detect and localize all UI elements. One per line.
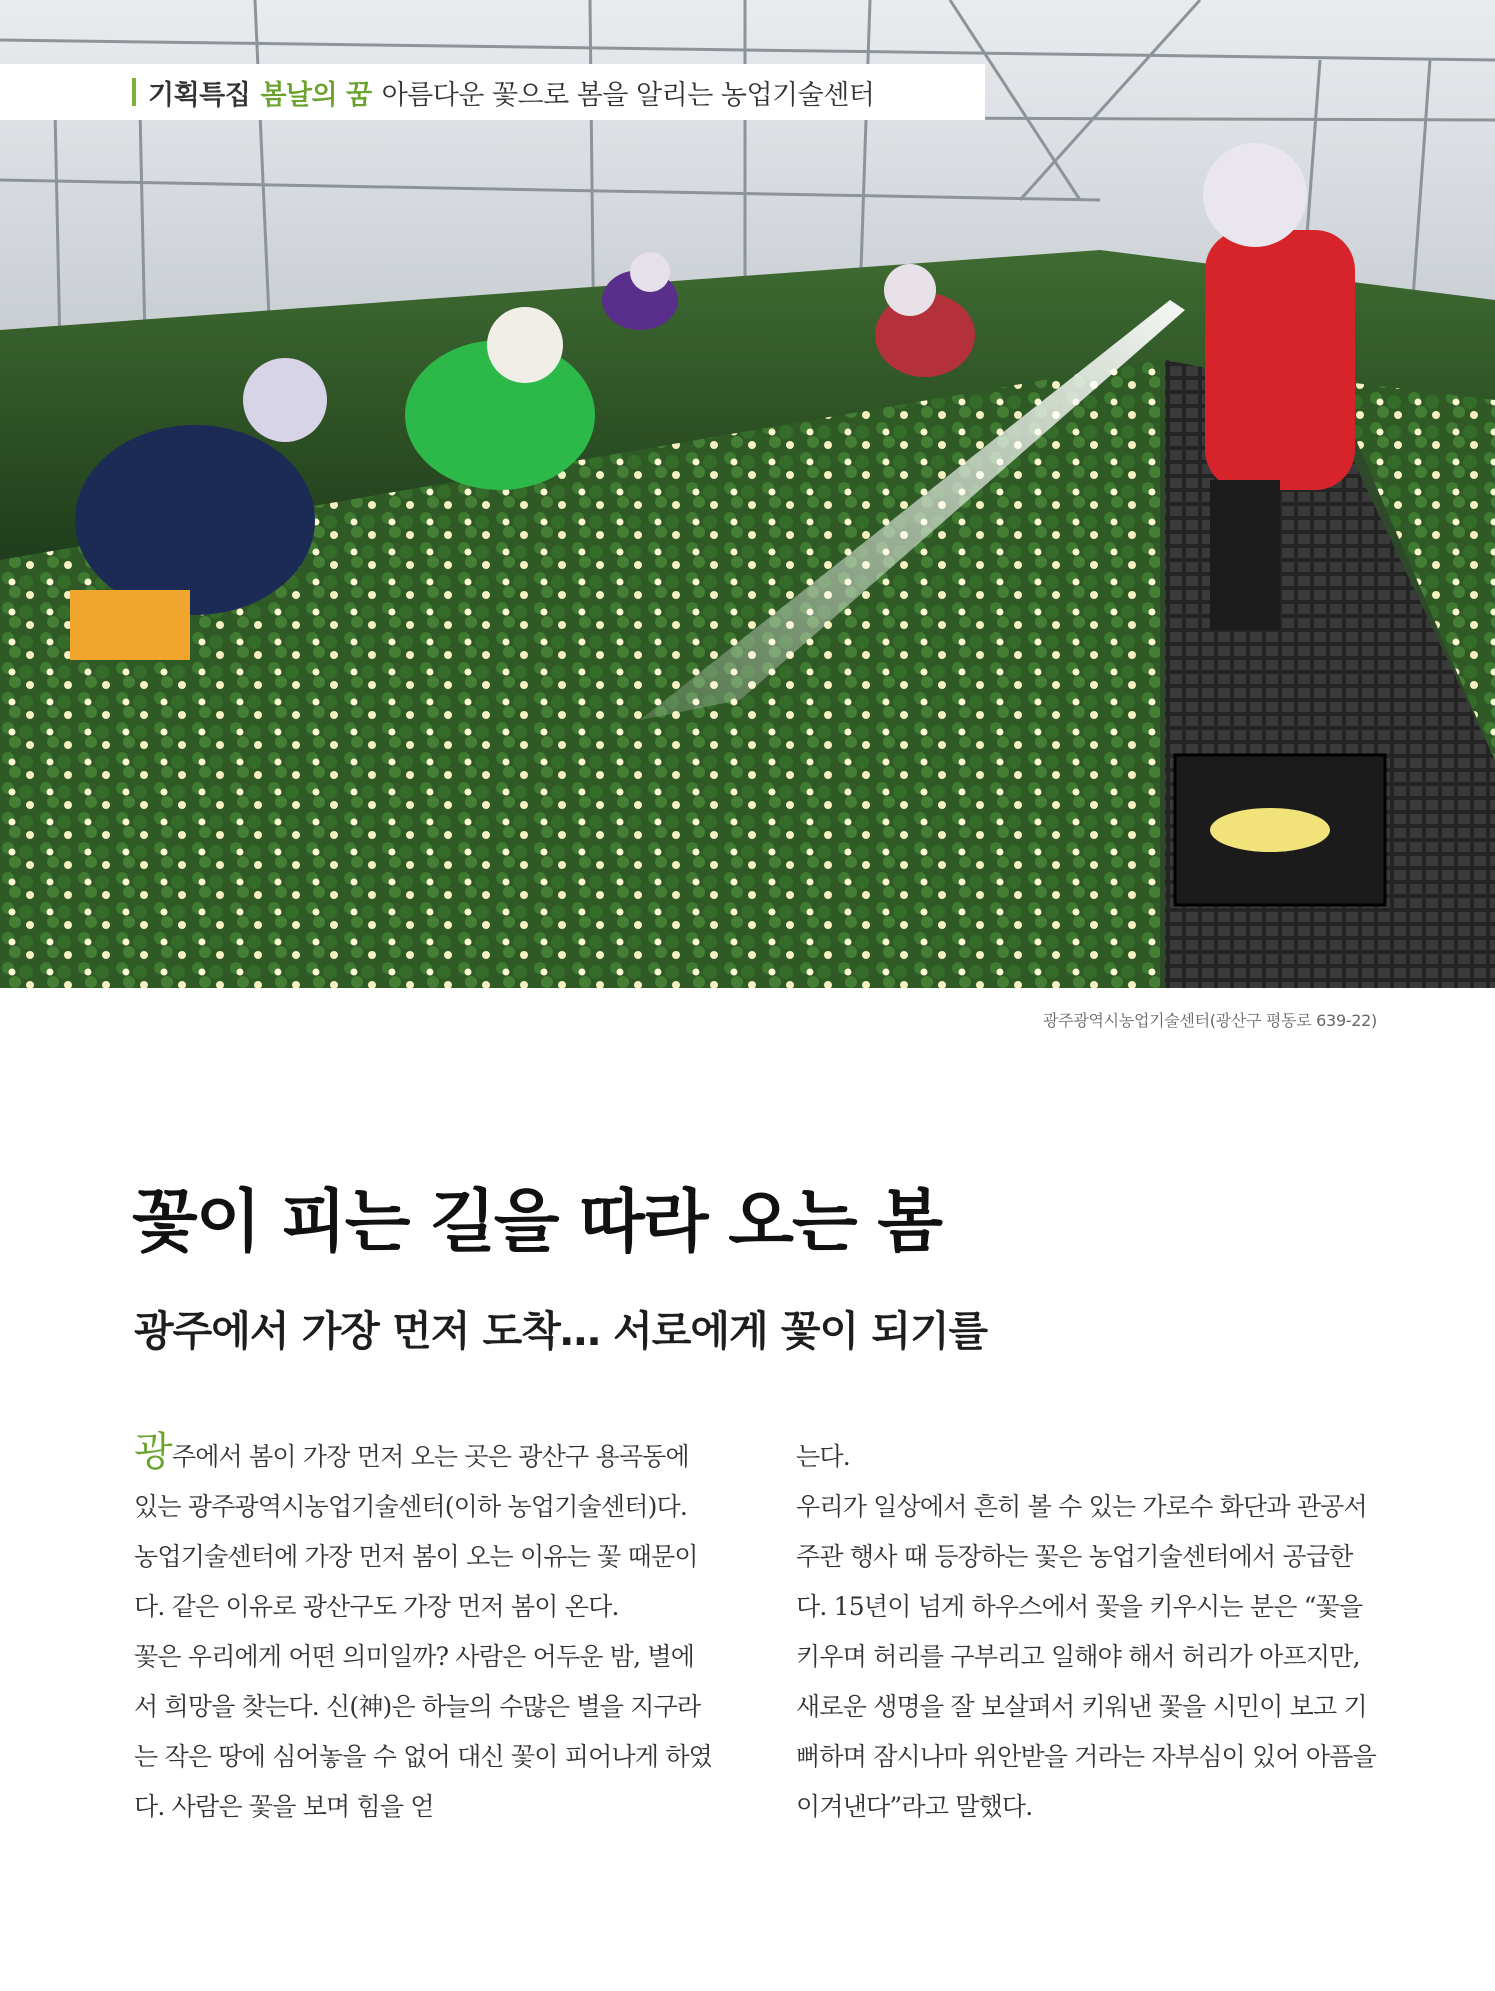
- article-subheadline: 광주에서 가장 먼저 도착… 서로에게 꽃이 되기를: [134, 1307, 988, 1355]
- body-paragraph: 우리가 일상에서 흔히 볼 수 있는 가로수 화단과 관공서 주관 행사 때 등장하는 꽃은 농업기술센터에서 공급한다. 15년이 넘게 하우스에서 꽃을 키우시는 분은 “꽃을 키우며 허리를 구부리고 일해야 해서 허리가 아프지만, 새로운 생명을 잘 보살펴서 키워낸 꽃을 시민이 보고 기뻐하며 잠시나마 위안받을 거라는 자부심이 있어 아픔을 이겨낸다”라고 말했다.: [796, 1492, 1376, 1821]
- body-text: 주에서 봄이 가장 먼저 오는 곳은 광산구 용곡동에 있는 광주광역시농업기술센터(이하 농업기술센터)다. 농업기술센터에 가장 먼저 봄이 오는 이유는 꽃 때문이다. 같은 이유로 광산구도 가장 먼저 봄이 온다.: [134, 1442, 698, 1621]
- body-paragraph: 꽃은 우리에게 어떤 의미일까? 사람은 어두운 밤, 별에서 희망을 찾는다. 신(神)은 하늘의 수많은 별을 지구라는 작은 땅에 심어놓을 수 없어 대신 꽃이 피어나게 하였다. 사람은 꽃을 보며 힘을 얻: [134, 1642, 713, 1821]
- drop-cap: 광: [134, 1429, 172, 1475]
- body-paragraph: [134, 1429, 716, 1632]
- header-theme-label: 봄날의 꿈: [260, 79, 372, 111]
- photo-caption: 광주광역시농업기술센터(광산구 평동로 639-22): [1043, 1011, 1377, 1030]
- header-section-label: 기획특집: [148, 79, 251, 111]
- accent-bar: [132, 78, 136, 106]
- header-description: 아름다운 꽃으로 봄을 알리는 농업기술센터: [381, 79, 875, 111]
- body-column-right: [796, 1432, 1378, 1832]
- hero-photo: [0, 0, 1495, 988]
- body-column-left: [134, 1429, 716, 1832]
- greenhouse-illustration: [0, 0, 1495, 988]
- body-paragraph: 는다.: [796, 1442, 850, 1471]
- article-headline: 꽃이 피는 길을 따라 오는 봄: [132, 1183, 941, 1262]
- section-header: [0, 64, 985, 120]
